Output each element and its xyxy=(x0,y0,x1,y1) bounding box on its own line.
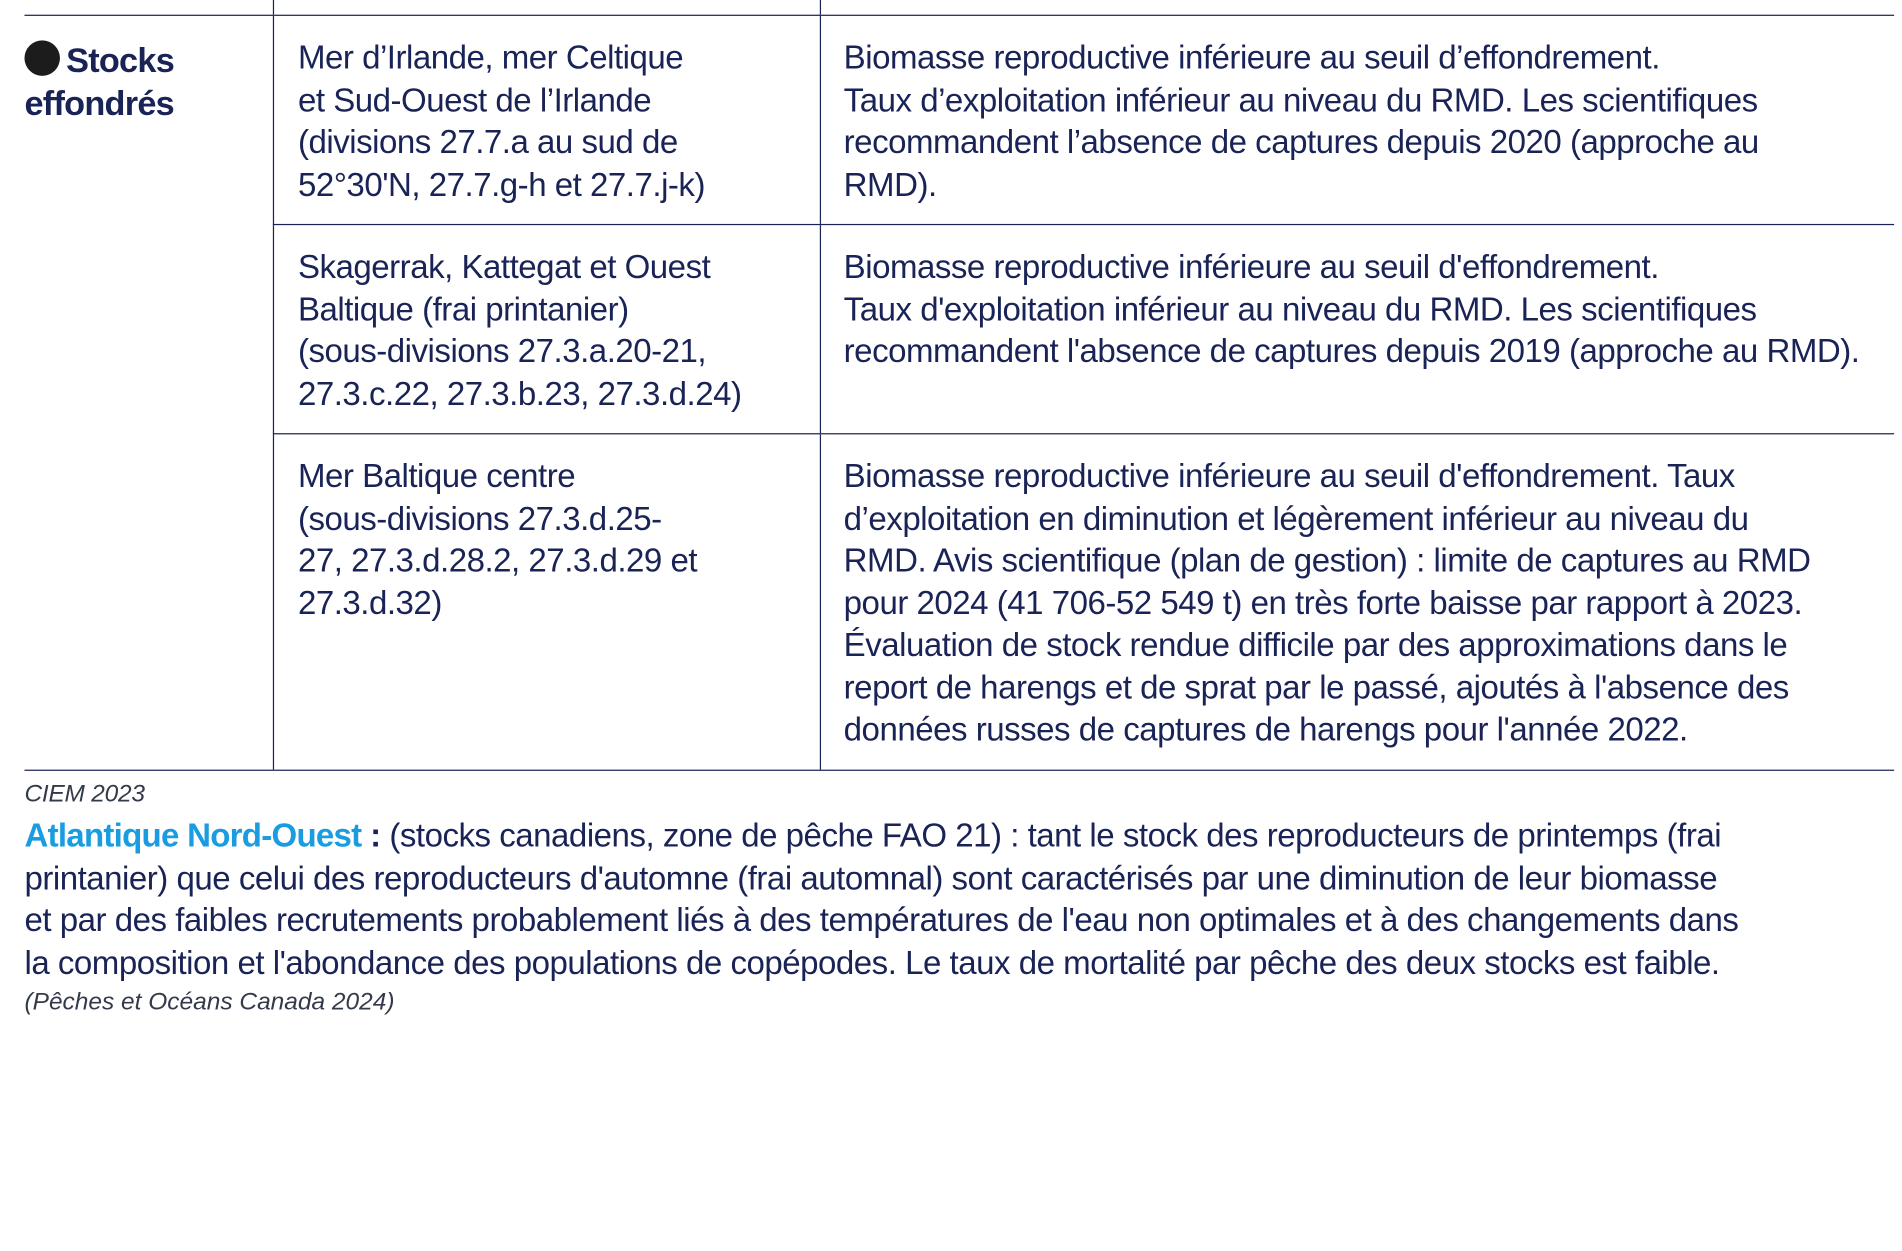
category-label-line2: effondrés xyxy=(24,83,174,122)
description-text-line: Taux d'exploitation inférieur au niveau du RMD. Les scientifiques xyxy=(843,290,1757,328)
zone-text-line: Mer d’Irlande, mer Celtique xyxy=(297,39,684,76)
region-heading-colon: : xyxy=(361,817,381,855)
table-row xyxy=(24,434,1894,770)
description-text-line: Biomasse reproductive inférieure au seuil d’effondrement. xyxy=(843,39,1660,76)
description-cell xyxy=(820,15,1894,224)
description-text-line: recommandent l’absence de captures depuis 2020 (approche au xyxy=(843,123,1759,161)
zone-cell xyxy=(273,434,820,770)
description-text-line: d’exploitation en diminution et légèrement inférieur au niveau du xyxy=(843,499,1749,537)
category-label-line1: Stocks xyxy=(66,41,175,80)
description-text-line: données russes de captures de harengs pour l'année 2022. xyxy=(843,710,1688,748)
paragraph-text-line: printanier) que celui des reproducteurs d'automne (frai automnal) sont caractérisés par une diminution de leur biomasse xyxy=(24,859,1718,897)
top-stub-cell xyxy=(24,0,272,15)
description-text-line: Biomasse reproductive inférieure au seuil d'effondrement. Taux xyxy=(843,457,1735,495)
description-text-line: Évaluation de stock rendue difficile par des approximations dans le xyxy=(843,626,1788,664)
top-stub-cell xyxy=(820,0,1894,15)
description-text-line: RMD. Avis scientifique (plan de gestion) : limite de captures au RMD xyxy=(843,542,1811,579)
source-note: CIEM 2023 xyxy=(24,780,145,808)
stocks-table xyxy=(24,0,1894,770)
zone-text-line: (sous-divisions 27.3.d.25- xyxy=(297,499,662,537)
zone-text-line: (sous-divisions 27.3.a.20-21, xyxy=(297,332,707,370)
zone-text-line: et Sud-Ouest de l’Irlande xyxy=(297,81,652,119)
category-label xyxy=(24,40,272,82)
stocks-table-container xyxy=(24,0,1894,770)
zone-cell xyxy=(273,15,820,224)
zone-text-line: (divisions 27.7.a au sud de xyxy=(297,123,678,161)
table-row xyxy=(24,15,1894,224)
paragraph-text-line: et par des faibles recrutements probablement liés à des températures de l'eau non optimales et à des changements dans xyxy=(24,901,1739,939)
description-text-line: Biomasse reproductive inférieure au seuil d'effondrement. xyxy=(843,248,1659,286)
category-cell xyxy=(24,15,272,769)
description-text-line: RMD). xyxy=(843,165,937,203)
description-text-line: recommandent l'absence de captures depuis 2019 (approche au RMD). xyxy=(843,332,1860,370)
zone-cell xyxy=(273,225,820,434)
footer-section xyxy=(24,778,1894,1018)
zone-text-line: Mer Baltique centre xyxy=(297,457,576,495)
description-cell xyxy=(820,225,1894,434)
citation-note: (Pêches et Océans Canada 2024) xyxy=(24,988,395,1016)
paragraph-text-line: (stocks canadiens, zone de pêche FAO 21) : tant le stock des reproducteurs de printemps (frai xyxy=(380,817,1722,855)
description-text-line: pour 2024 (41 706-52 549 t) en très forte baisse par rapport à 2023. xyxy=(843,584,1803,621)
region-heading: Atlantique Nord-Ouest xyxy=(24,817,362,855)
zone-text-line: 27.3.c.22, 27.3.b.23, 27.3.d.24) xyxy=(297,375,742,412)
table-row xyxy=(24,225,1894,434)
collapsed-status-dot-icon xyxy=(24,40,59,75)
description-cell xyxy=(820,434,1894,770)
zone-text-line: 27.3.d.32) xyxy=(297,584,442,621)
description-text-line: report de harengs et de sprat par le passé, ajoutés à l'absence des xyxy=(843,668,1789,706)
zone-text-line: Skagerrak, Kattegat et Ouest xyxy=(297,248,711,286)
top-stub-cell xyxy=(273,0,820,15)
northwest-atlantic-paragraph xyxy=(24,815,1894,984)
paragraph-text-line: la composition et l'abondance des populations de copépodes. Le taux de mortalité par pêche des deux stocks est faible. xyxy=(24,944,1720,981)
description-text-line: Taux d’exploitation inférieur au niveau du RMD. Les scientifiques xyxy=(843,81,1758,119)
zone-text-line: 52°30'N, 27.7.g-h et 27.7.j-k) xyxy=(297,165,705,203)
table-top-continuation xyxy=(24,0,1894,15)
zone-text-line: Baltique (frai printanier) xyxy=(297,290,629,328)
zone-text-line: 27, 27.3.d.28.2, 27.3.d.29 et xyxy=(297,542,698,579)
